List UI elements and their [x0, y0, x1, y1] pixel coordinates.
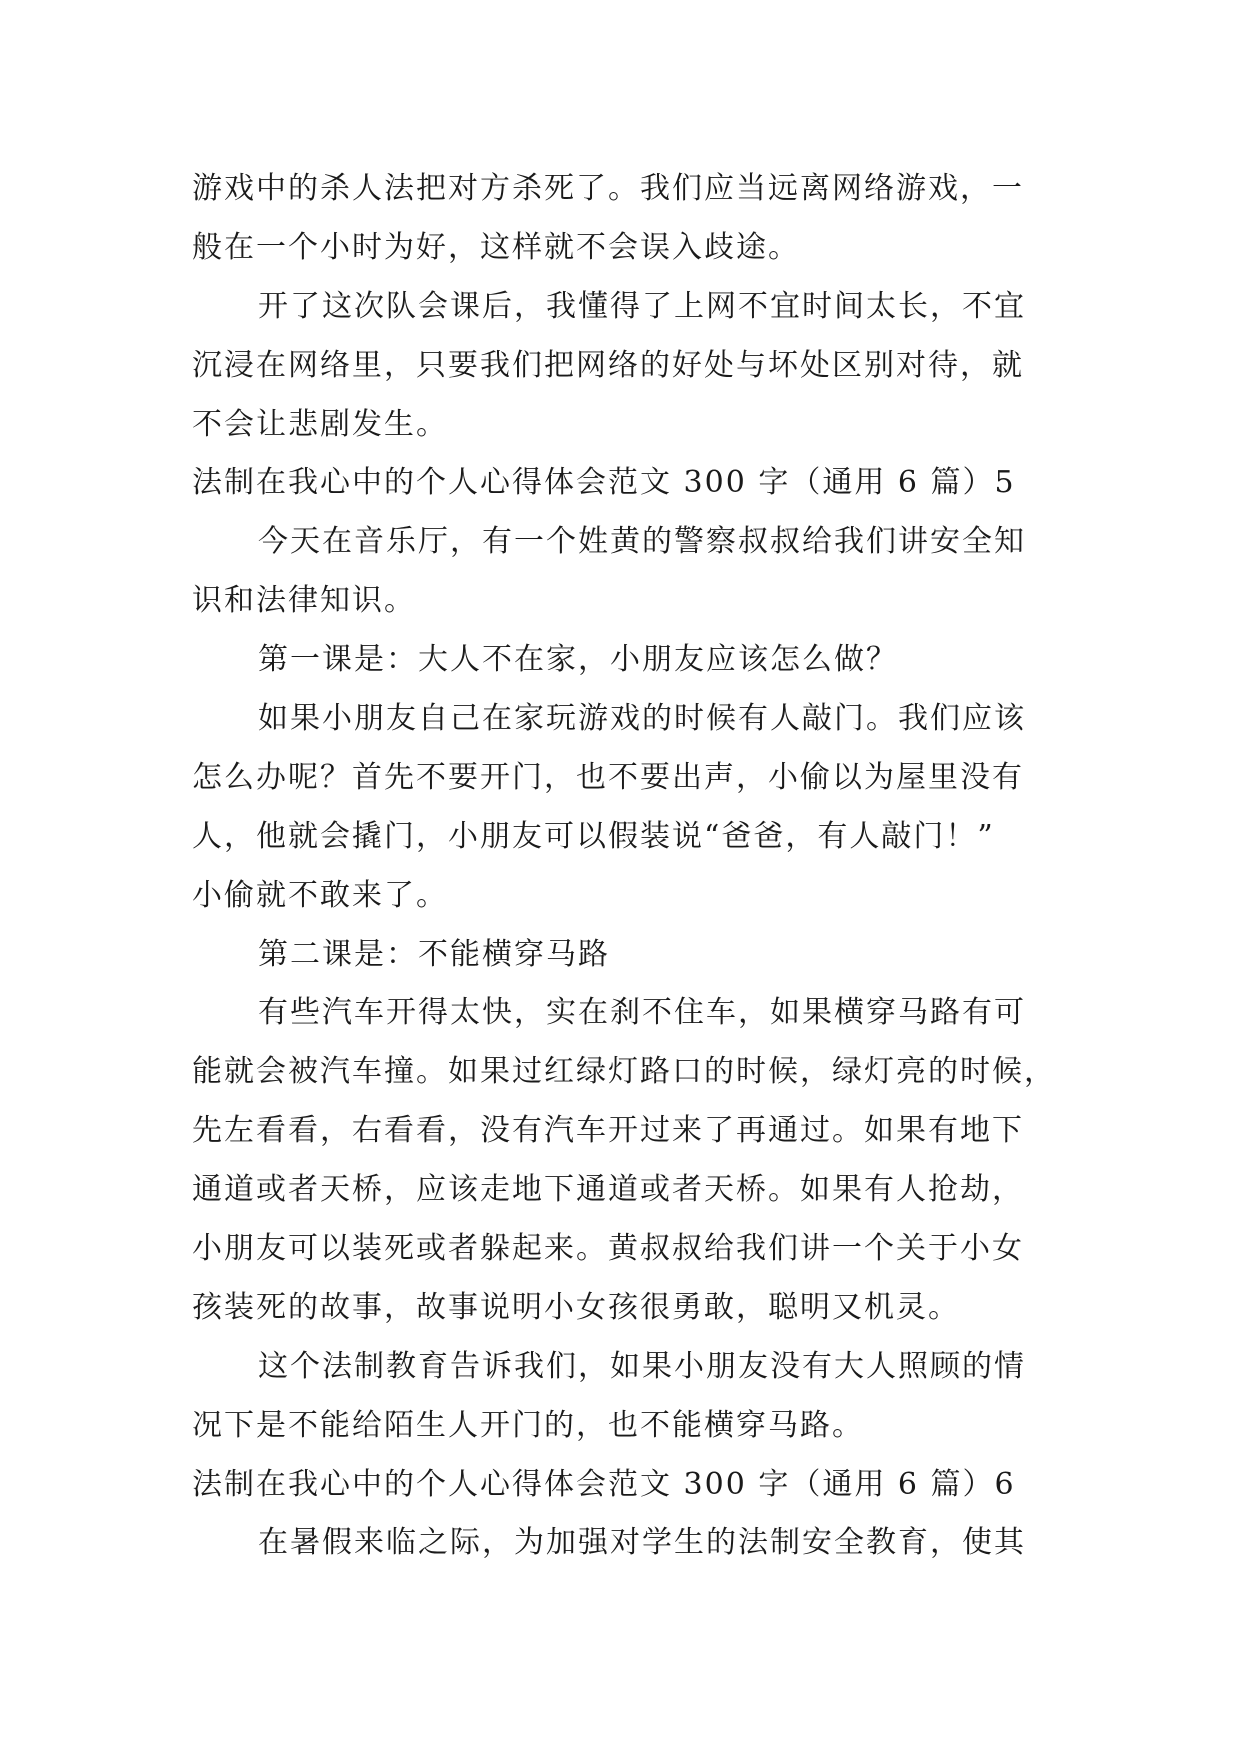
- paragraph-line: 第二课是：不能横穿马路: [258, 936, 610, 972]
- paragraph-line: 小朋友可以装死或者躲起来。黄叔叔给我们讲一个关于小女: [192, 1231, 1024, 1267]
- paragraph-line: 沉浸在网络里，只要我们把网络的好处与坏处区别对待，就: [192, 347, 1024, 383]
- paragraph-line: 况下是不能给陌生人开门的，也不能横穿马路。: [192, 1407, 864, 1443]
- paragraph-line: 孩装死的故事，故事说明小女孩很勇敢，聪明又机灵。: [192, 1289, 960, 1325]
- section-heading: 法制在我心中的个人心得体会范文 300 字（通用 6 篇）6: [192, 1466, 1016, 1502]
- paragraph-line: 这个法制教育告诉我们，如果小朋友没有大人照顾的情: [258, 1348, 1026, 1384]
- paragraph-line: 今天在音乐厅，有一个姓黄的警察叔叔给我们讲安全知: [258, 524, 1026, 560]
- paragraph-line: 在暑假来临之际，为加强对学生的法制安全教育，使其: [258, 1525, 1026, 1561]
- paragraph-line: 先左看看，右看看，没有汽车开过来了再通过。如果有地下: [192, 1113, 1024, 1149]
- paragraph-line: 人，他就会撬门，小朋友可以假装说“爸爸，有人敲门！”: [192, 818, 995, 854]
- document-body: [192, 160, 1072, 1573]
- paragraph-line: 小偷就不敢来了。: [192, 877, 448, 913]
- paragraph-line: 开了这次队会课后，我懂得了上网不宜时间太长，不宜: [258, 288, 1026, 324]
- paragraph-line: 能就会被汽车撞。如果过红绿灯路口的时候，绿灯亮的时候，: [192, 1054, 1056, 1090]
- paragraph-line: 怎么办呢？首先不要开门，也不要出声，小偷以为屋里没有: [192, 759, 1024, 795]
- paragraph-line: 第一课是：大人不在家，小朋友应该怎么做？: [258, 642, 898, 678]
- paragraph-line: 游戏中的杀人法把对方杀死了。我们应当远离网络游戏，一: [192, 171, 1024, 206]
- paragraph-line: 如果小朋友自己在家玩游戏的时候有人敲门。我们应该: [258, 701, 1026, 737]
- paragraph-line: 通道或者天桥，应该走地下通道或者天桥。如果有人抢劫，: [192, 1172, 1024, 1208]
- paragraph-line: 有些汽车开得太快，实在刹不住车，如果横穿马路有可: [258, 995, 1026, 1031]
- section-heading: 法制在我心中的个人心得体会范文 300 字（通用 6 篇）5: [192, 465, 1016, 501]
- paragraph-line: 般在一个小时为好，这样就不会误入歧途。: [192, 229, 800, 265]
- paragraph-line: 识和法律知识。: [192, 583, 416, 619]
- paragraph-line: 不会让悲剧发生。: [192, 406, 448, 442]
